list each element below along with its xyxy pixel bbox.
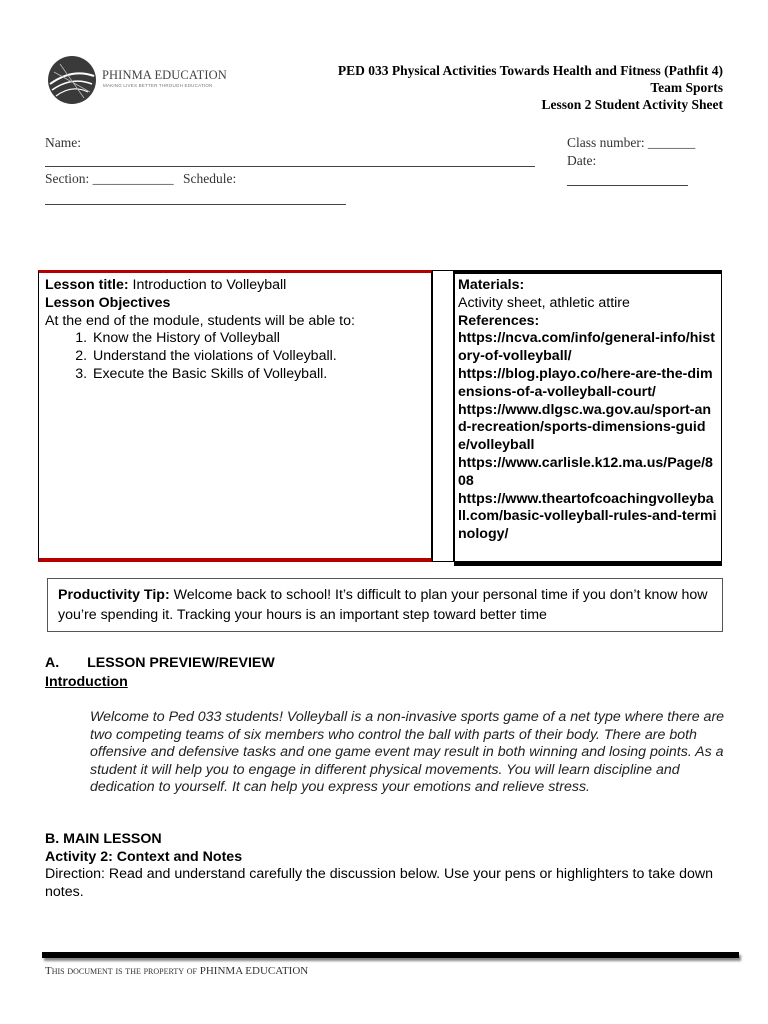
reference-link[interactable]: https://blog.playo.co/here-are-the-dimensions-of-a-volleyball-court/ <box>458 365 713 400</box>
productivity-tip <box>47 578 723 632</box>
section-row <box>45 171 236 187</box>
objectives-intro: At the end of the module, students will be able to: <box>45 312 355 329</box>
section-field[interactable]: ____________ <box>92 171 174 186</box>
schedule-label: Schedule: <box>183 171 237 186</box>
section-label: Section: <box>45 171 90 186</box>
section-a-title: LESSON PREVIEW/REVIEW <box>87 655 275 671</box>
lesson-box <box>38 270 432 562</box>
objective-item: 3. Execute the Basic Skills of Volleyball. <box>91 366 431 384</box>
section-a-heading <box>45 655 275 671</box>
document-header <box>338 62 723 113</box>
unit-title: Team Sports <box>650 80 723 95</box>
logo-tagline: MAKING LIVES BETTER THROUGH EDUCATION <box>103 83 213 88</box>
references-heading: References: <box>458 312 540 329</box>
name-label: Name: <box>45 135 81 150</box>
introduction-subheading: Introduction <box>45 674 128 690</box>
sheet-title: Lesson 2 Student Activity Sheet <box>541 97 723 112</box>
materials-box <box>454 270 722 566</box>
tip-text: Welcome back to school! It’s difficult to plan your personal time if you don’t know how you’re spending it. Tracking your hours is an important step toward better time <box>58 587 708 623</box>
date-label: Date: <box>567 153 597 168</box>
materials-items: Activity sheet, athletic attire <box>458 294 630 311</box>
lesson-title-label: Lesson title: <box>45 277 129 293</box>
lesson-title-row <box>45 277 431 295</box>
section-b-heading: B. MAIN LESSON <box>45 831 162 847</box>
logo-name: PHINMA EDUCATION <box>102 68 227 82</box>
name-field[interactable] <box>45 166 535 167</box>
footer-text: This document is the property of PHINMA EDUCATION <box>45 965 309 977</box>
footer-rule <box>42 952 739 958</box>
objective-item: 2. Understand the violations of Volleyball. <box>91 348 431 366</box>
date-field[interactable] <box>567 185 688 186</box>
reference-link[interactable]: https://ncva.com/info/general-info/history-of-volleyball/ <box>458 330 715 365</box>
objectives-list <box>45 330 431 383</box>
direction-text: Direction: Read and understand carefully the discussion below. Use your pens or highlighters to take down notes. <box>45 866 713 900</box>
introduction-text: Welcome to Ped 033 students! Volleyball is a non-invasive sports game of a net type where there are two competing teams of six members who control the ball with parts of their body. There are both offensive and defensive tasks and one game event may result in both winning and losing points. As a student it will help you to engage in different physical movements. You will learn discipline and dedication to yourself. It can help you express your emotions and relieve stress. <box>90 709 725 795</box>
section-a-letter: A. <box>45 655 60 671</box>
schedule-field[interactable] <box>45 204 346 205</box>
lesson-title: Introduction to Volleyball <box>132 277 287 293</box>
objectives-heading: Lesson Objectives <box>45 294 171 311</box>
materials-heading: Materials: <box>458 277 525 293</box>
class-number-label: Class number: _______ <box>567 135 696 150</box>
reference-link[interactable]: https://www.theartofcoachingvolleyball.com/basic-volleyball-rules-and-terminology/ <box>458 490 717 543</box>
reference-link[interactable]: https://www.carlisle.k12.ma.us/Page/808 <box>458 454 713 489</box>
tip-label: Productivity Tip: <box>58 587 170 603</box>
divider-column <box>432 270 454 562</box>
objective-item: 1. Know the History of Volleyball <box>91 330 431 348</box>
activity-heading: Activity 2: Context and Notes <box>45 849 243 865</box>
reference-link[interactable]: https://www.dlgsc.wa.gov.au/sport-and-recreation/sports-dimensions-guide/volleyball <box>458 401 712 454</box>
course-title: PED 033 Physical Activities Towards Health and Fitness (Pathfit 4) <box>337 63 723 78</box>
